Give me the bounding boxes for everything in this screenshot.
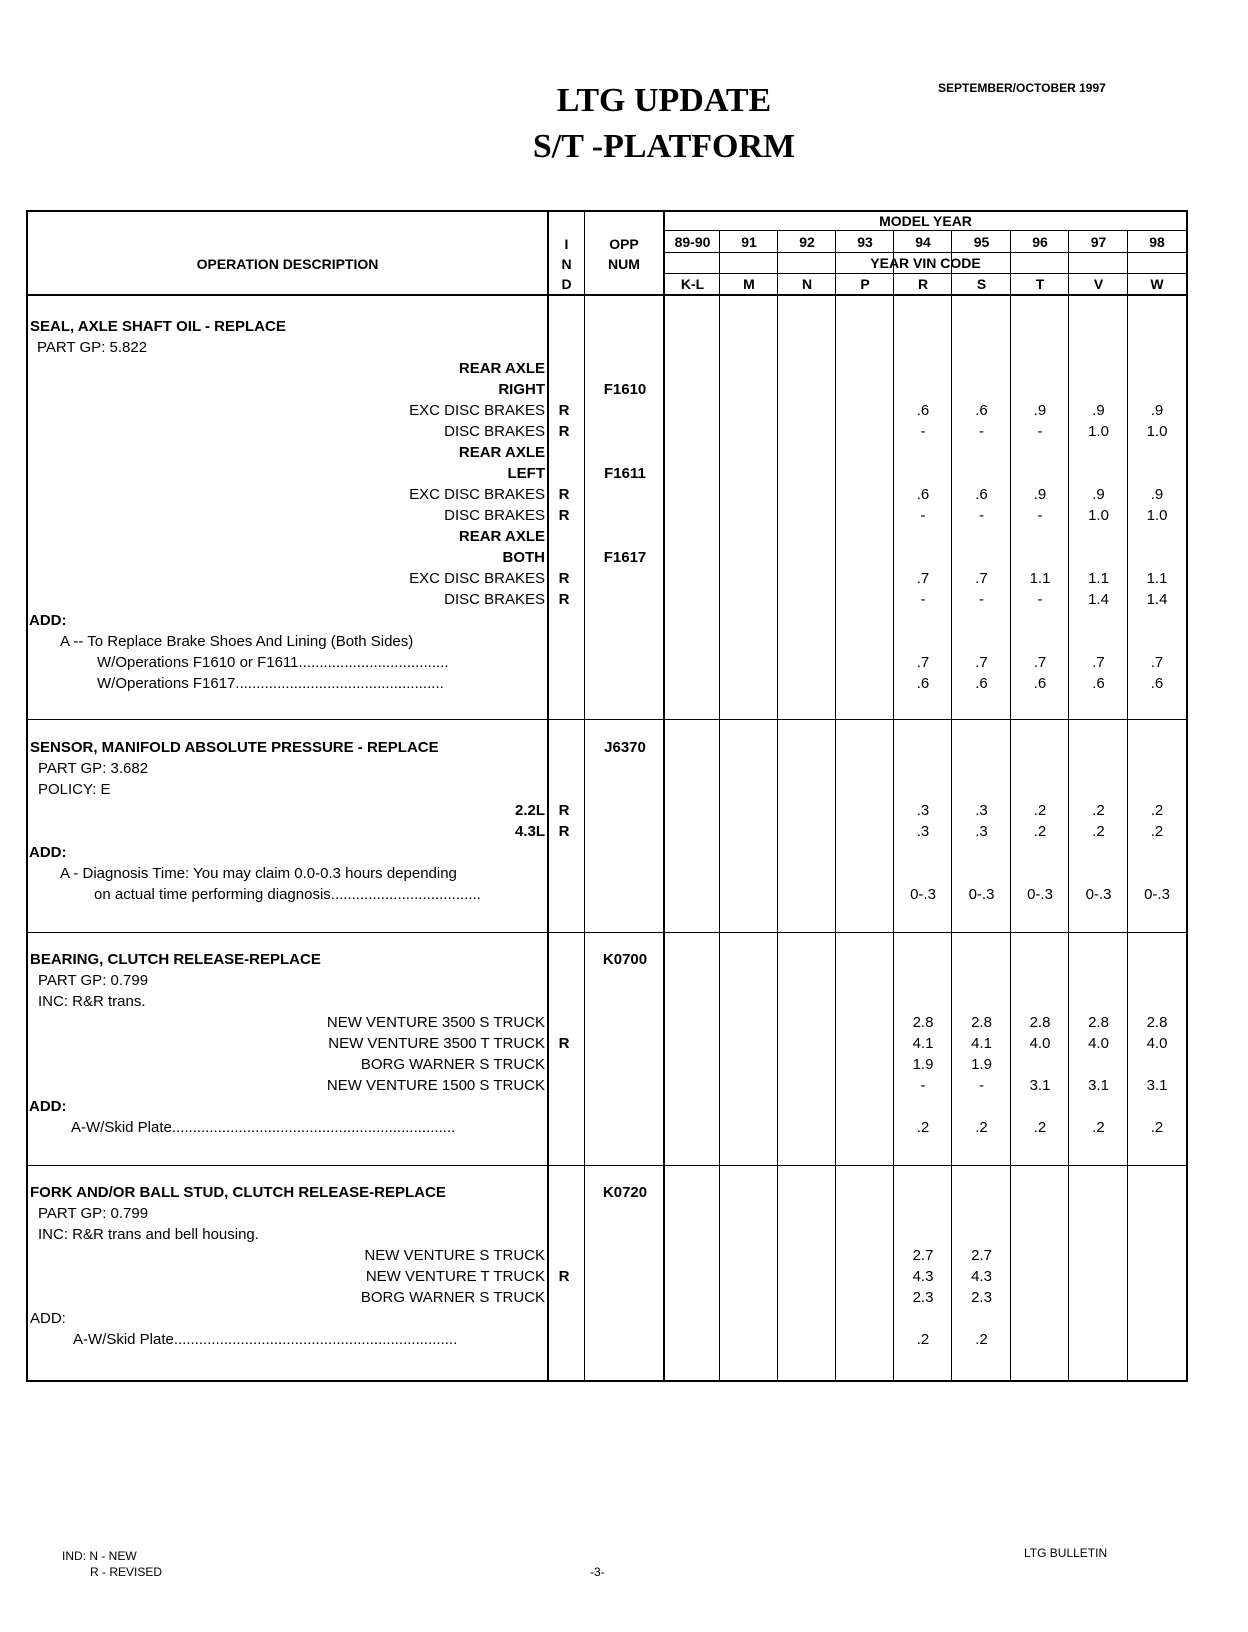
row-detail: INC: R&R trans.: [38, 993, 146, 1010]
labor-time-value: -: [979, 423, 984, 440]
row-detail: W/Operations F1610 or F1611....................................: [97, 654, 449, 671]
row-sub-label: LEFT: [507, 465, 545, 482]
labor-time-value: 2.3: [912, 1289, 934, 1306]
labor-time-value: 1.1: [1146, 570, 1168, 587]
labor-time-value: -: [979, 507, 984, 524]
opp-number: K0720: [602, 1184, 648, 1201]
labor-time-value: .2: [1150, 823, 1164, 840]
ind-header-i: I: [564, 236, 569, 252]
labor-time-value: .7: [975, 654, 988, 671]
row-detail: ADD:: [30, 1310, 66, 1327]
ind-flag: R: [558, 591, 570, 608]
labor-time-value: -: [979, 1077, 984, 1094]
labor-time-value: .6: [1092, 675, 1105, 692]
section-divider: [26, 1165, 1188, 1166]
labor-time-value: .3: [916, 823, 930, 840]
row-sub-label: NEW VENTURE S TRUCK: [364, 1247, 545, 1264]
labor-time-value: 0-.3: [1085, 886, 1112, 903]
ind-header-n: N: [561, 256, 572, 272]
desc-col-line: [547, 210, 549, 1382]
model-year-header: MODEL YEAR: [879, 213, 972, 229]
labor-time-value: -: [1037, 423, 1043, 440]
labor-time-value: .9: [1092, 486, 1105, 503]
page-title: LTG UPDATE: [556, 82, 772, 119]
labor-time-value: .9: [1150, 402, 1164, 419]
labor-time-value: 1.1: [1029, 570, 1051, 587]
labor-time-value: .2: [975, 1119, 988, 1136]
labor-time-value: .6: [1033, 675, 1047, 692]
ind-flag: R: [558, 1035, 570, 1052]
labor-time-value: 2.8: [1029, 1014, 1051, 1031]
labor-time-value: .6: [975, 486, 988, 503]
labor-time-value: .7: [1092, 654, 1105, 671]
ind-col-line: [584, 210, 585, 1382]
operation-title: SENSOR, MANIFOLD ABSOLUTE PRESSURE - REPLACE: [30, 739, 439, 756]
labor-time-value: -: [979, 591, 984, 608]
page-number: -3-: [590, 1565, 605, 1579]
labor-time-value: .6: [916, 675, 930, 692]
labor-time-value: .7: [1150, 654, 1164, 671]
labor-time-value: .3: [975, 823, 988, 840]
ind-flag: R: [558, 823, 570, 840]
row-sub-label: 4.3L: [514, 823, 545, 840]
labor-time-value: .9: [1150, 486, 1164, 503]
labor-time-value: 2.8: [971, 1014, 992, 1031]
labor-time-value: 1.1: [1088, 570, 1109, 587]
year-header: 91: [741, 234, 757, 250]
ind-flag: R: [558, 507, 570, 524]
table-border-right: [1186, 210, 1188, 1382]
row-detail: PART GP: 3.682: [38, 760, 149, 777]
row-detail: PART GP: 0.799: [38, 1205, 149, 1222]
labor-time-value: -: [1037, 591, 1043, 608]
year-header: 92: [799, 234, 815, 250]
labor-time-value: 3.1: [1146, 1077, 1168, 1094]
header-bottom-line: [26, 294, 1188, 296]
issue-date: SEPTEMBER/OCTOBER 1997: [938, 81, 1106, 95]
vin-code-header: W: [1150, 276, 1164, 292]
model-year-divider: [664, 230, 1188, 231]
labor-time-value: .7: [975, 570, 988, 587]
row-detail: A - Diagnosis Time: You may claim 0.0-0.3 hours depending: [60, 865, 457, 882]
row-sub-label: 2.2L: [514, 802, 545, 819]
labor-time-value: 4.0: [1146, 1035, 1168, 1052]
vin-code-header: K-L: [680, 276, 705, 292]
labor-time-value: .7: [1033, 654, 1047, 671]
legend-new: IND: N - NEW: [62, 1549, 137, 1563]
vin-code-header: P: [860, 276, 870, 292]
labor-time-value: -: [920, 591, 926, 608]
operation-title: ADD:: [29, 612, 67, 629]
year-header: 94: [915, 234, 931, 250]
row-sub-label: RIGHT: [498, 381, 545, 398]
row-sub-label: NEW VENTURE 1500 S TRUCK: [326, 1077, 545, 1094]
ind-header-d: D: [561, 276, 572, 292]
row-sub-label: NEW VENTURE T TRUCK: [365, 1268, 545, 1285]
vin-code-header: S: [976, 276, 987, 292]
vin-code-header: R: [917, 276, 929, 292]
labor-time-value: 1.9: [912, 1056, 934, 1073]
section-divider: [26, 932, 1188, 933]
labor-time-value: .2: [1150, 1119, 1164, 1136]
labor-time-value: 2.8: [1088, 1014, 1109, 1031]
page-subtitle: S/T -PLATFORM: [532, 128, 796, 165]
row-sub-label: DISC BRAKES: [444, 423, 545, 440]
labor-time-value: 4.0: [1088, 1035, 1109, 1052]
year-col-line: [719, 231, 720, 1382]
row-sub-label: NEW VENTURE 3500 T TRUCK: [328, 1035, 545, 1052]
ind-flag: R: [558, 423, 570, 440]
year-header: 97: [1090, 234, 1107, 250]
legend-revised: R - REVISED: [90, 1565, 163, 1579]
labor-time-value: .2: [1033, 1119, 1047, 1136]
vin-code-header: N: [801, 276, 813, 292]
year-col-line: [835, 231, 836, 1382]
labor-time-value: 2.7: [912, 1247, 934, 1264]
row-sub-label: DISC BRAKES: [444, 591, 545, 608]
labor-time-value: 1.0: [1088, 423, 1109, 440]
labor-time-value: .2: [1092, 802, 1105, 819]
opp-number: J6370: [604, 739, 646, 756]
labor-time-value: .2: [916, 1331, 930, 1348]
labor-time-value: .2: [1150, 802, 1164, 819]
ind-flag: R: [558, 570, 570, 587]
operation-title: ADD:: [29, 844, 67, 861]
row-detail: A-W/Skid Plate....................................................................: [71, 1119, 456, 1136]
operation-title: BEARING, CLUTCH RELEASE-REPLACE: [30, 951, 321, 968]
labor-time-value: .2: [1092, 1119, 1105, 1136]
labor-time-value: 4.0: [1029, 1035, 1051, 1052]
labor-time-value: .2: [975, 1331, 988, 1348]
row-sub-label: NEW VENTURE 3500 S TRUCK: [326, 1014, 545, 1031]
opp-number: K0700: [602, 951, 648, 968]
labor-time-value: .2: [1092, 823, 1105, 840]
ind-flag: R: [558, 1268, 570, 1285]
opp-header: OPP: [609, 236, 639, 252]
row-sub-label: BORG WARNER S TRUCK: [360, 1289, 545, 1306]
labor-time-value: .6: [975, 402, 988, 419]
row-detail: POLICY: E: [38, 781, 111, 798]
row-sub-label: EXC DISC BRAKES: [409, 486, 545, 503]
labor-time-value: 1.0: [1088, 507, 1109, 524]
row-detail: on actual time performing diagnosis....................................: [94, 886, 481, 903]
labor-time-value: -: [1037, 507, 1043, 524]
row-detail: W/Operations F1617..................................................: [97, 675, 444, 692]
labor-time-value: 4.1: [971, 1035, 992, 1052]
labor-time-value: 0-.3: [968, 886, 995, 903]
opp-number: F1617: [603, 549, 647, 566]
ind-flag: R: [558, 486, 570, 503]
year-header: 89-90: [674, 234, 711, 250]
labor-time-value: .6: [916, 402, 930, 419]
labor-time-value: .7: [916, 570, 930, 587]
labor-time-value: 2.8: [912, 1014, 934, 1031]
labor-time-value: .6: [1150, 675, 1164, 692]
ind-flag: R: [558, 402, 570, 419]
year-vin-code-header: YEAR VIN CODE: [870, 255, 981, 271]
opp-number: F1610: [603, 381, 647, 398]
labor-time-value: .7: [916, 654, 930, 671]
labor-time-value: 1.0: [1146, 507, 1168, 524]
row-sub-label: REAR AXLE: [458, 444, 545, 461]
labor-time-value: 1.4: [1088, 591, 1109, 608]
operation-title: SEAL, AXLE SHAFT OIL - REPLACE: [30, 318, 286, 335]
labor-time-value: 3.1: [1088, 1077, 1109, 1094]
labor-time-value: 4.3: [912, 1268, 934, 1285]
labor-time-value: .3: [916, 802, 930, 819]
labor-time-value: 3.1: [1029, 1077, 1051, 1094]
ind-flag: R: [558, 802, 570, 819]
labor-time-value: 2.3: [971, 1289, 992, 1306]
row-sub-label: REAR AXLE: [458, 360, 545, 377]
labor-time-value: 0-.3: [1144, 886, 1170, 903]
vin-divider: [664, 273, 1188, 274]
row-detail: A -- To Replace Brake Shoes And Lining (Both Sides): [60, 633, 414, 650]
labor-time-value: .2: [916, 1119, 930, 1136]
years-divider: [664, 252, 1188, 253]
labor-time-value: 0-.3: [1027, 886, 1053, 903]
labor-time-value: 1.9: [971, 1056, 992, 1073]
year-header: 96: [1032, 234, 1048, 250]
labor-time-value: 1.0: [1146, 423, 1168, 440]
row-detail: A-W/Skid Plate....................................................................: [73, 1331, 458, 1348]
row-detail: PART GP: 0.799: [38, 972, 149, 989]
table-border-bottom: [28, 1380, 1188, 1382]
vin-code-header: T: [1035, 276, 1045, 292]
row-sub-label: BOTH: [502, 549, 545, 566]
labor-time-value: .2: [1033, 802, 1047, 819]
bulletin-label: LTG BULLETIN: [1024, 1546, 1108, 1560]
row-detail: PART GP: 5.822: [37, 339, 148, 356]
labor-time-value: .9: [1033, 486, 1047, 503]
labor-time-value: .6: [975, 675, 988, 692]
vin-code-header: M: [743, 276, 755, 292]
labor-time-value: .9: [1033, 402, 1047, 419]
labor-time-value: .3: [975, 802, 988, 819]
opp-number: F1611: [604, 465, 646, 482]
labor-time-value: 2.8: [1146, 1014, 1168, 1031]
labor-time-value: -: [920, 423, 926, 440]
labor-time-value: .6: [916, 486, 930, 503]
row-sub-label: EXC DISC BRAKES: [409, 402, 545, 419]
operation-title: FORK AND/OR BALL STUD, CLUTCH RELEASE-REPLACE: [30, 1184, 446, 1201]
row-sub-label: BORG WARNER S TRUCK: [360, 1056, 545, 1073]
year-col-line: [777, 231, 778, 1382]
row-sub-label: REAR AXLE: [458, 528, 545, 545]
year-header: 98: [1149, 234, 1165, 250]
row-detail: INC: R&R trans and bell housing.: [38, 1226, 259, 1243]
labor-time-value: 4.1: [912, 1035, 934, 1052]
labor-time-value: 2.7: [971, 1247, 992, 1264]
num-header: NUM: [608, 256, 640, 272]
vin-code-header: V: [1093, 276, 1104, 292]
section-divider: [26, 719, 1188, 720]
labor-time-value: 4.3: [971, 1268, 992, 1285]
labor-time-value: .9: [1092, 402, 1105, 419]
labor-time-value: -: [920, 507, 926, 524]
year-header: 95: [973, 234, 990, 250]
operation-description-header: OPERATION DESCRIPTION: [196, 256, 379, 272]
table-border-left: [26, 210, 28, 1382]
row-sub-label: DISC BRAKES: [444, 507, 545, 524]
row-sub-label: EXC DISC BRAKES: [409, 570, 545, 587]
labor-time-value: -: [920, 1077, 926, 1094]
year-header: 93: [857, 234, 873, 250]
labor-time-value: 1.4: [1146, 591, 1168, 608]
labor-time-value: .2: [1033, 823, 1047, 840]
labor-time-value: 0-.3: [910, 886, 936, 903]
operation-title: ADD:: [29, 1098, 67, 1115]
